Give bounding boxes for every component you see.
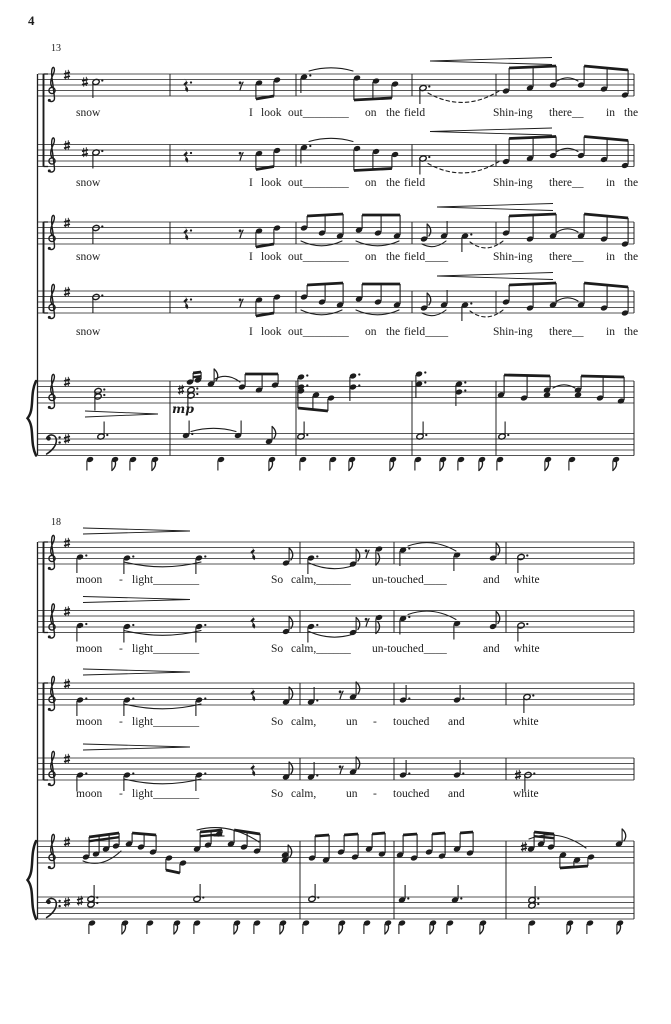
lyric-syllable: look — [261, 177, 282, 189]
lyric-syllable: calm, — [291, 715, 317, 728]
system-2 — [28, 528, 635, 934]
lyric-syllable: on — [365, 325, 377, 338]
lyric-syllable: snow — [76, 177, 101, 189]
staff-voice-4 — [38, 744, 634, 791]
lyric-syllable: calm, — [291, 788, 317, 800]
lyric-syllable: - — [373, 788, 377, 800]
lyric-syllable: snow — [76, 250, 101, 263]
lyric-syllable: I — [249, 250, 253, 263]
staff-voice-1 — [38, 528, 634, 574]
lyric-syllable: light________ — [132, 643, 200, 655]
lyric-syllable: the — [624, 250, 639, 263]
lyric-syllable: there__ — [549, 250, 584, 263]
lyric-syllable: out________ — [288, 106, 349, 119]
lyric-syllable: So — [271, 643, 284, 655]
lyric-syllable: on — [365, 106, 377, 119]
lyric-syllable: calm,______ — [291, 643, 351, 655]
system-1 — [28, 58, 635, 471]
lyric-syllable: snow — [76, 325, 101, 338]
lyric-syllable: there__ — [549, 106, 584, 119]
measure-number: 13 — [51, 43, 61, 54]
measure-number: 18 — [51, 517, 61, 528]
lyric-syllable: Shin-ing — [493, 325, 533, 338]
lyric-syllable: the — [386, 250, 401, 263]
lyric-syllable: moon — [76, 643, 103, 655]
lyric-syllable: calm,______ — [291, 573, 351, 586]
lyric-syllable: Shin-ing — [493, 106, 533, 119]
lyric-syllable: un-touched____ — [372, 573, 447, 586]
lyric-syllable: I — [249, 106, 253, 119]
lyric-syllable: - — [119, 788, 123, 800]
lyric-syllable: So — [271, 715, 284, 728]
lyric-syllable: - — [119, 643, 123, 655]
staff-piano-rh — [38, 828, 634, 873]
lyric-syllable: and — [448, 788, 465, 800]
lyric-syllable: field____ — [404, 325, 449, 338]
lyric-syllable: Shin-ing — [493, 250, 533, 263]
lyric-syllable: So — [271, 788, 284, 800]
staff-voice-1 — [38, 58, 634, 105]
lyric-syllable: the — [386, 106, 401, 119]
lyric-syllable: white — [514, 643, 540, 655]
staff-voice-2 — [38, 128, 634, 175]
lyric-syllable: - — [119, 715, 123, 728]
lyric-syllable: moon — [76, 788, 103, 800]
lyric-syllable: the — [386, 177, 401, 189]
lyric-syllable: out________ — [288, 177, 349, 189]
lyric-syllable: moon — [76, 715, 103, 728]
lyric-syllable: the — [624, 325, 639, 338]
lyric-syllable: look — [261, 325, 282, 338]
staff-voice-2 — [38, 597, 634, 643]
lyric-syllable: snow — [76, 106, 101, 119]
lyric-syllable: I — [249, 177, 253, 189]
lyric-syllable: touched — [393, 788, 430, 800]
lyric-syllable: So — [271, 573, 284, 586]
lyric-syllable: - — [373, 715, 377, 728]
lyric-syllable: in — [606, 250, 615, 263]
lyric-syllable: the — [624, 177, 639, 189]
staff-piano-lh — [38, 884, 634, 934]
lyric-syllable: and — [448, 715, 465, 728]
lyric-syllable: light________ — [132, 788, 200, 800]
lyric-syllable: - — [119, 573, 123, 586]
lyric-syllable: there__ — [549, 325, 584, 338]
lyric-syllable: out________ — [288, 325, 349, 338]
dynamic-marking: mp — [172, 401, 194, 416]
lyric-syllable: on — [365, 250, 377, 263]
lyric-syllable: un — [346, 788, 358, 800]
lyric-syllable: I — [249, 325, 253, 338]
lyric-syllable: look — [261, 250, 282, 263]
lyric-syllable: the — [624, 106, 639, 119]
lyric-syllable: and — [483, 643, 500, 655]
lyric-syllable: out________ — [288, 250, 349, 263]
lyric-syllable: field____ — [404, 250, 449, 263]
lyric-syllable: Shin-ing — [493, 177, 533, 189]
lyric-syllable: moon — [76, 573, 103, 586]
lyric-syllable: in — [606, 177, 615, 189]
page-number: 4 — [28, 13, 35, 28]
lyric-syllable: touched — [393, 715, 430, 728]
lyric-syllable: field — [404, 177, 426, 189]
lyric-syllable: white — [514, 573, 540, 586]
lyric-syllable: there__ — [549, 177, 584, 189]
staff-voice-4 — [38, 273, 634, 322]
lyric-syllable: white — [513, 715, 539, 728]
lyric-syllable: field — [404, 106, 426, 119]
lyric-syllable: on — [365, 177, 377, 189]
lyric-syllable: look — [261, 106, 282, 119]
lyric-syllable: in — [606, 106, 615, 119]
staff-voice-3 — [38, 669, 634, 716]
lyric-syllable: un-touched____ — [372, 643, 447, 655]
staff-voice-3 — [38, 204, 634, 253]
lyric-syllable: white — [513, 788, 539, 800]
lyric-syllable: light________ — [132, 715, 200, 728]
lyric-syllable: un — [346, 715, 358, 728]
lyric-syllable: in — [606, 325, 615, 338]
staff-piano-lh — [38, 421, 634, 471]
staff-piano-rh — [38, 369, 634, 417]
lyric-syllable: light________ — [132, 573, 200, 586]
lyric-syllable: and — [483, 573, 500, 586]
lyric-syllable: the — [386, 325, 401, 338]
